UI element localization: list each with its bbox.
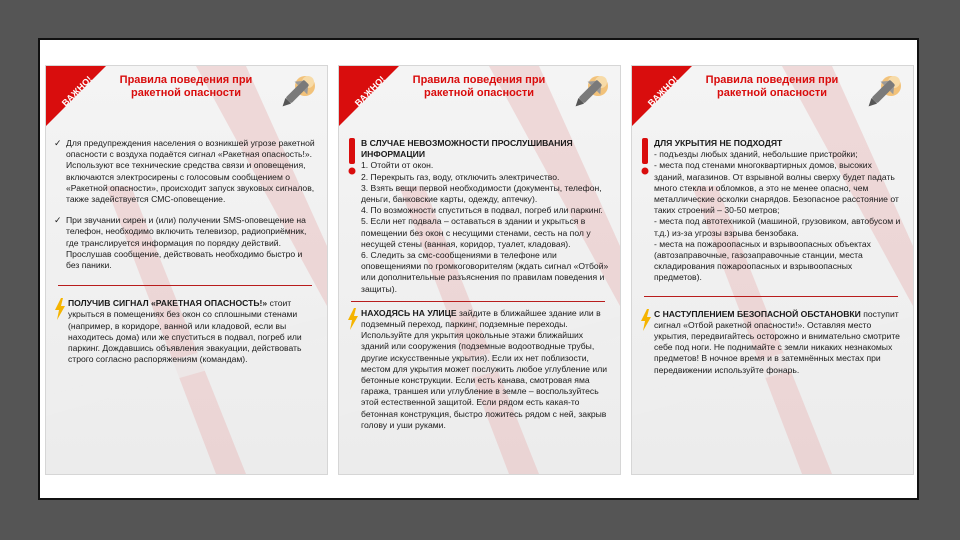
- step-item: 5. Если нет подвала – оставаться в здании и укрыться в помещении без окон с несущими стенами, сесть на пол у несущей стены (ванная, коридор, туалет, кладовая).: [361, 216, 591, 249]
- unsuitable-section: [640, 138, 902, 284]
- list-item: - места под стенами многоквартирных домов, высоких зданий, магазинов. От взрывной волны сверху будет падать много стекла и обломков, а это не менее опасно, чем металлические осколки снарядов. Безопасное расстояние от таких строений – 30-50 метров;: [654, 160, 899, 216]
- bullet-text: При звучании сирен и (или) получении SMS-оповещение на телефон, необходимо включить телевизор, радиоприёмник, где транслируется информация по порядку действий. Прослушав сообщение, действовать необходимо быстро и без паники.: [66, 215, 307, 271]
- card-3: [632, 66, 913, 474]
- rocket-icon: [275, 72, 317, 114]
- section-header: ДЛЯ УКРЫТИЯ НЕ ПОДХОДЯТ: [654, 138, 783, 148]
- badge-important: ВАЖНО!: [352, 73, 388, 109]
- exclamation-icon: [640, 138, 650, 176]
- card-2: [339, 66, 620, 474]
- section-lead: НАХОДЯСЬ НА УЛИЦЕ: [361, 307, 457, 318]
- step-item: 6. Следить за смс-сообщениями в телефоне или оповещениями по громкоговорителям (ждать сигнал «Отбой» или дополнительные разъяснения по правилам поведения и защиты).: [361, 250, 609, 294]
- exclamation-icon: [347, 138, 357, 176]
- section-lead: С НАСТУПЛЕНИЕМ БЕЗОПАСНОЙ ОБСТАНОВКИ: [654, 308, 861, 319]
- section-text: поступит сигнал «Отбой ракетной опасности!». Оставляя место укрытия, передвигайтесь осторожно и внимательно смотрите себе под ноги. Не поднимайте с земли никаких незнакомых предметов! В ночное время и в затемнённых местах при передвижении используйте фонарь.: [654, 308, 900, 375]
- section-text: стоит укрыться в помещениях без окон со сплошными стенами (например, в коридоре, ванной или кладовой, если вы находитесь дома) или же спуститься в подвал, погреб или паркинг. Дождавшись объявления эвакуации, действовать строго согласно распоряжениям (командам).: [68, 298, 302, 365]
- badge-important: ВАЖНО!: [645, 73, 681, 109]
- signal-section: [54, 298, 316, 365]
- info-bullet: [54, 215, 316, 271]
- step-item: 1. Отойти от окон.: [361, 160, 434, 171]
- section-header: В СЛУЧАЕ НЕВОЗМОЖНОСТИ ПРОСЛУШИВАНИЯ ИНФОРМАЦИИ: [361, 138, 573, 160]
- bullet-text: Для предупреждения населения о возникшей угрозе ракетной опасности с воздуха подаётся сигнал «Ракетная опасность!». Используют все технические средства связи и оповещения, включаются электросирены с голосовым сообщением о «Ракетной опасности», происходит запуск звуковых сигналов, также задействуется СМС-оповещение.: [66, 138, 315, 205]
- list-item: - места на пожароопасных и взрывоопасных объектах (автозаправочные, газозаправочные станции, места складирования пожароопасных и взрывоопасных предметов).: [654, 238, 871, 283]
- section-lead: ПОЛУЧИВ СИГНАЛ «РАКЕТНАЯ ОПАСНОСТЬ!»: [68, 298, 268, 309]
- lightning-icon: [640, 309, 652, 331]
- lightning-icon: [347, 308, 359, 330]
- card-title: Правила поведения при ракетной опасности: [412, 74, 546, 99]
- step-item: 2. Перекрыть газ, воду, отключить электричество.: [361, 171, 560, 182]
- step-item: 3. Взять вещи первой необходимости (документы, телефон, деньги, банковские карты, одежду, аптечку).: [361, 182, 602, 205]
- section-text: зайдите в ближайшее здание или в подземный переход, паркинг, подземные переходы. Используйте для укрытия цокольные этажи ближайших зданий или сооружения (подземные водоотводные трубы, другие искусственные укрытия). Если их нет поблизости, местом для укрытия может послужить любое углубление или бетонные конструкции. Если есть канава, смотровая яма гаража, траншея или углубление в земле – воспользуйтесь этой естественной защитой. Если рядом есть какая-то бетонная конструкция, быстро ложитесь рядом с ней, закрыв голову и уши руками.: [361, 307, 608, 430]
- rocket-icon: [568, 72, 610, 114]
- street-section: [347, 308, 609, 431]
- checkmark-icon: ✓: [54, 215, 62, 226]
- card-title: Правила поведения при ракетной опасности: [705, 74, 839, 99]
- lightning-icon: [54, 298, 66, 320]
- checkmark-icon: ✓: [54, 138, 62, 148]
- card-content: [640, 138, 902, 376]
- list-item: - места под автотехникой (машиной, грузовиком, автобусом и т.д.) из-за угрозы взрыва бензобака.: [654, 216, 901, 238]
- no-info-section: [347, 138, 609, 295]
- info-bullet: [54, 138, 316, 205]
- all-clear-section: [640, 309, 902, 376]
- card-content: [54, 138, 316, 365]
- badge-important: ВАЖНО!: [59, 73, 95, 109]
- card-1: [46, 66, 327, 474]
- step-item: 4. По возможности спуститься в подвал, погреб или паркинг.: [361, 205, 603, 216]
- list-item: - подъезды любых зданий, небольшие пристройки;: [654, 149, 858, 160]
- card-title: Правила поведения при ракетной опасности: [119, 74, 253, 99]
- rocket-icon: [861, 72, 903, 114]
- card-content: [347, 138, 609, 431]
